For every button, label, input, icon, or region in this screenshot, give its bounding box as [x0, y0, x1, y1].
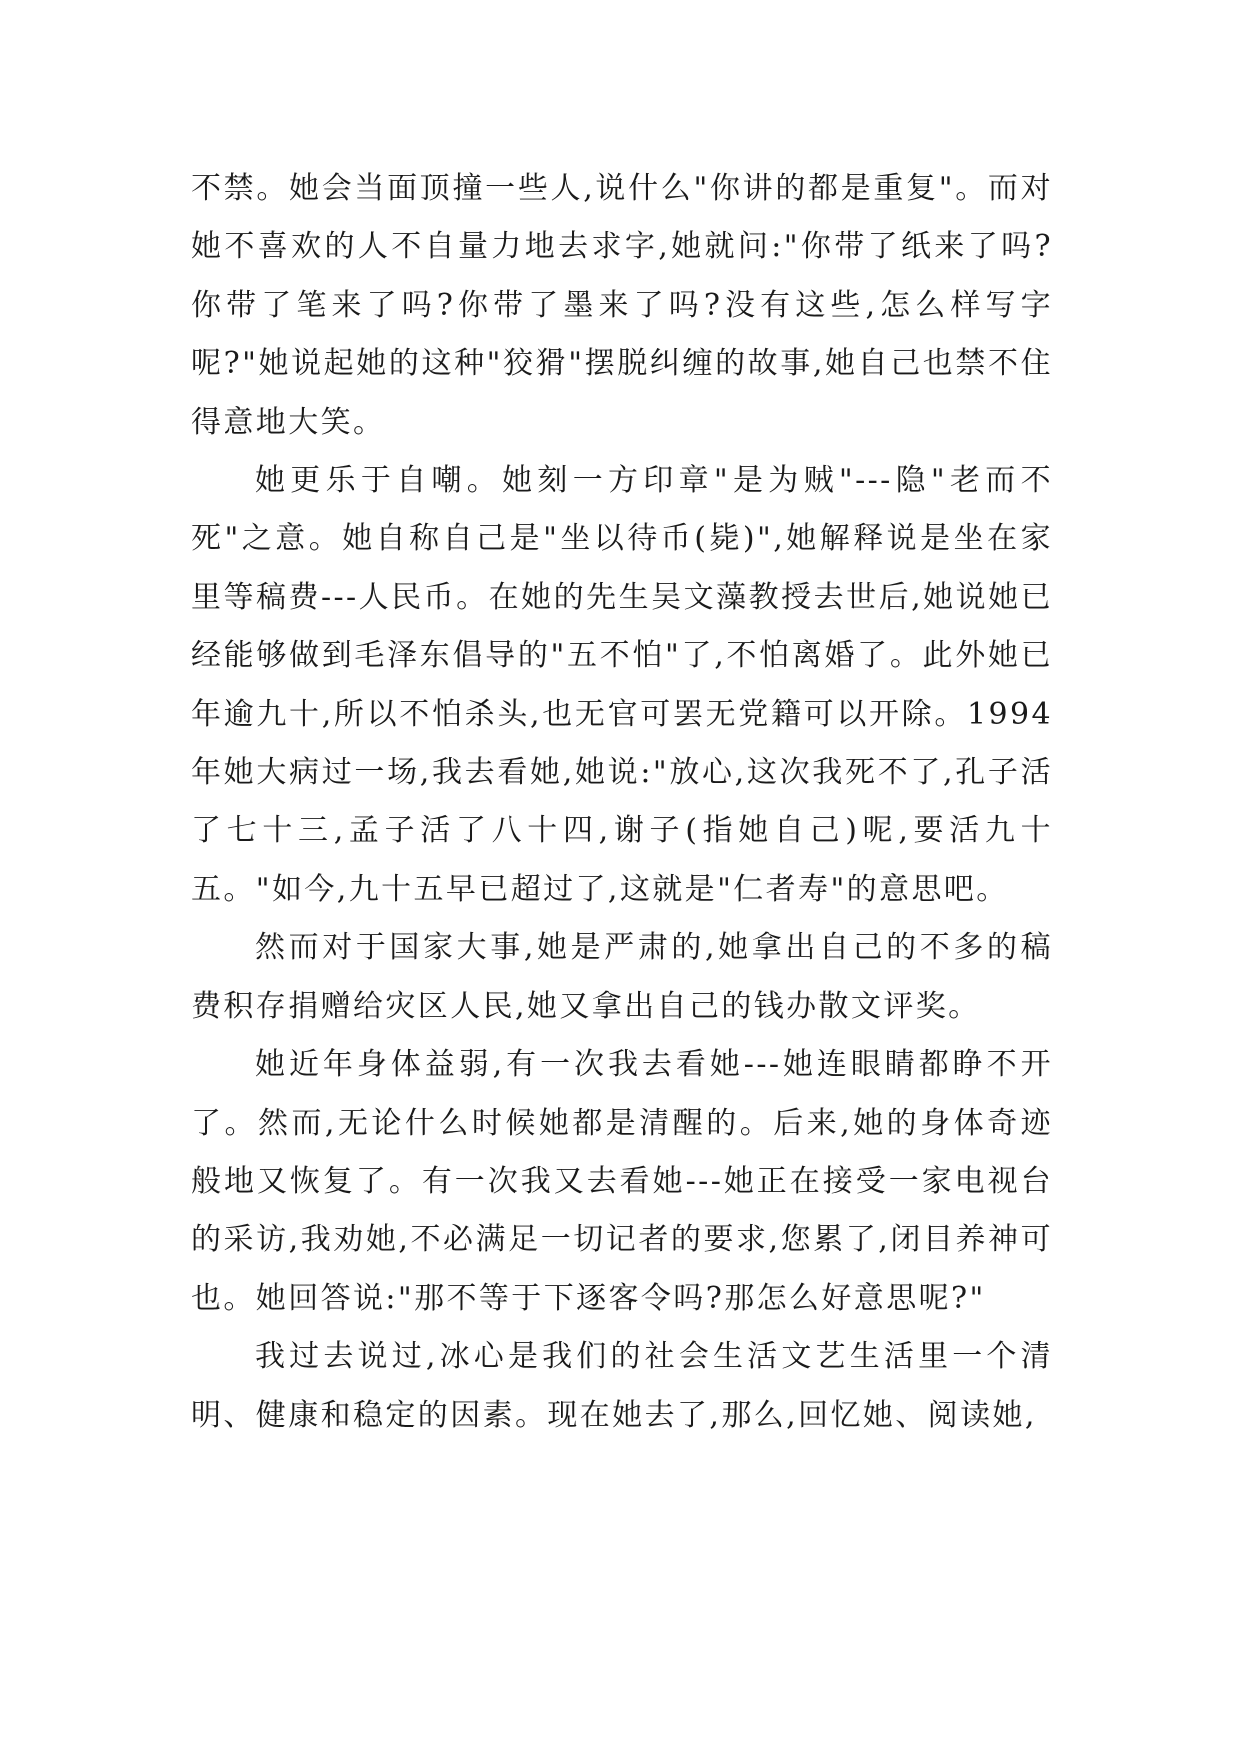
paragraph: 她近年身体益弱,有一次我去看她---她连眼睛都睁不开了。然而,无论什么时候她都是清醒的。后来,她的身体奇迹般地又恢复了。有一次我又去看她---她正在接受一家电视台的采访,我劝她,不必满足一切记者的要求,您累了,闭目养神可也。她回答说:"那不等于下逐客令吗?那怎么好意思呢?"	[191, 1047, 1053, 1316]
paragraph: 她更乐于自嘲。她刻一方印章"是为贼"---隐"老而不死"之意。她自称自己是"坐以待币(毙)",她解释说是坐在家里等稿费---人民币。在她的先生吴文藻教授去世后,她说她已经能够做到毛泽东倡导的"五不怕"了,不怕离婚了。此外她已年逾九十,所以不怕杀头,也无官可罢无党籍可以开除。1994 年她大病过一场,我去看她,她说:"放心,这次我死不了,孔子活了七十三,孟子活了八十四,谢子(指她自己)呢,要活九十五。"如今,九十五早已超过了,这就是"仁者寿"的意思吧。	[191, 463, 1053, 907]
paragraph: 我过去说过,冰心是我们的社会生活文艺生活里一个清明、健康和稳定的因素。现在她去了,那么,回忆她、阅读她,	[191, 1339, 1053, 1433]
paragraph: 然而对于国家大事,她是严肃的,她拿出自己的不多的稿费积存捐赠给灾区人民,她又拿出自己的钱办散文评奖。	[191, 930, 1053, 1024]
paragraph: 不禁。她会当面顶撞一些人,说什么"你讲的都是重复"。而对她不喜欢的人不自量力地去求字,她就问:"你带了纸来了吗?你带了笔来了吗?你带了墨来了吗?没有这些,怎么样写字呢?"她说起她的这种"狡猾"摆脱纠缠的故事,她自己也禁不住得意地大笑。	[191, 171, 1053, 440]
document-body	[191, 160, 1053, 1445]
